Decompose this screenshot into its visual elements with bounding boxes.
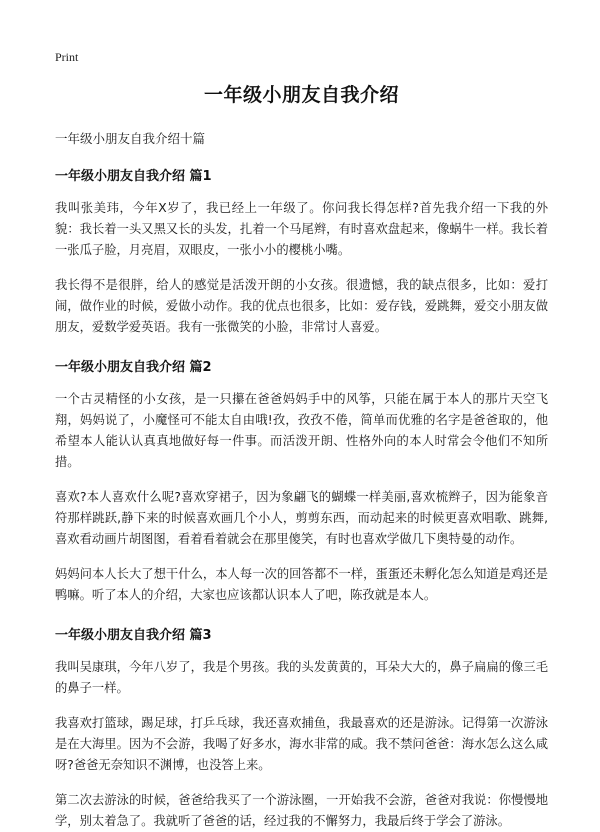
document-subtitle: 一年级小朋友自我介绍十篇 xyxy=(55,131,206,146)
paragraph: 第二次去游泳的时候，爸爸给我买了一个游泳圈，一开始我不会游，爸爸对我说：你慢慢地学，别太着急了。我就听了爸爸的话，经过我的不懈努力，我最后终于学会了游泳。 xyxy=(55,793,548,828)
paragraph: 我叫张美玮，今年X岁了，我已经上一年级了。你问我长得怎样?首先我介绍一下我的外貌：我长着一头又黑又长的头发，扎着一个马尾辫，有时喜欢盘起来，像蜗牛一样。我长着一张瓜子脸，月亮眉，双眼皮，一张小小的樱桃小嘴。 xyxy=(55,201,548,257)
print-label[interactable]: Print xyxy=(55,50,79,64)
section-heading: 一年级小朋友自我介绍 篇1 xyxy=(55,169,212,184)
paragraph: 我长得不是很胖，给人的感觉是活泼开朗的小女孩。很遗憾，我的缺点很多，比如：爱打闹，做作业的时候，爱做小动作。我的优点也很多，比如：爱存钱，爱跳舞，爱交小朋友做朋友，爱数学爱英语。我有一张微笑的小脸，非常讨人喜爱。 xyxy=(55,278,548,334)
paragraph: 妈妈问本人长大了想干什么，本人每一次的回答都不一样，蛋蛋还未孵化怎么知道是鸡还是鸭嘛。听了本人的介绍，大家也应该都认识本人了吧，陈孜就是本人。 xyxy=(55,567,548,602)
section-1 xyxy=(55,165,548,338)
paragraph: 我喜欢打篮球，踢足球，打乒乓球，我还喜欢捕鱼，我最喜欢的还是游泳。记得第一次游泳是在大海里。因为不会游，我喝了好多水，海水非常的咸。我不禁问爸爸：海水怎么这么咸呀?爸爸无奈知识不渊博，也没答上来。 xyxy=(55,716,548,772)
section-3 xyxy=(55,624,548,832)
paragraph: 一个古灵精怪的小女孩，是一只攥在爸爸妈妈手中的风筝，只能在属于本人的那片天空飞翔，妈妈说了，小魔怪可不能太自由哦!孜，孜孜不倦，简单而优雅的名字是爸爸取的，他希望本人能认认真真地做好每一件事。而活泼开朗、性格外向的本人时常会令他们不知所措。 xyxy=(55,392,548,469)
section-heading: 一年级小朋友自我介绍 篇2 xyxy=(55,360,212,375)
page-title: 一年级小朋友自我介绍 xyxy=(203,84,399,106)
section-2 xyxy=(55,356,548,606)
section-heading: 一年级小朋友自我介绍 篇3 xyxy=(55,628,212,643)
paragraph: 喜欢?本人喜欢什么呢?喜欢穿裙子，因为象翩飞的蝴蝶一样美丽,喜欢梳辫子，因为能象音符那样跳跃,静下来的时候喜欢画几个小人，剪剪东西，而动起来的时候更喜欢唱歌、跳舞,喜欢看动画片胡图图，看着看着就会在那里傻笑，有时也喜欢学做几下奥特曼的动作。 xyxy=(55,490,548,546)
paragraph: 我叫吴康琪，今年八岁了，我是个男孩。我的头发黄黄的，耳朵大大的，鼻子扁扁的像三毛的鼻子一样。 xyxy=(55,660,548,695)
